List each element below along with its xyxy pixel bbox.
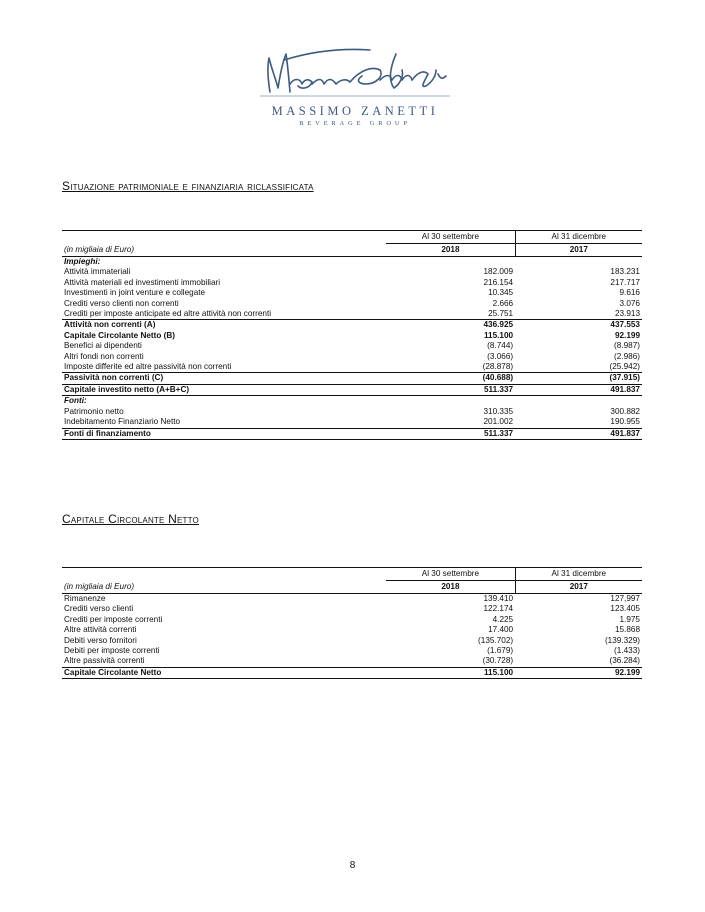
row-value-2017: 15.868 [614, 625, 640, 635]
table-row [62, 407, 642, 417]
page-number: 8 [349, 860, 356, 871]
row-value-2018: (8.744) [487, 341, 514, 351]
header-empty [62, 231, 386, 244]
table-row [62, 257, 642, 268]
row-value-2017: 190.955 [610, 417, 640, 427]
signature-graphic [250, 40, 460, 102]
row-label: Altre attività correnti [64, 625, 137, 635]
row-value-2018: (28.878) [482, 362, 514, 372]
row-value-2017: 9.616 [619, 288, 640, 298]
table-row [62, 396, 642, 407]
row-value-2018: (30.728) [482, 656, 514, 666]
table-row [62, 309, 642, 320]
row-label: Crediti verso clienti non correnti [64, 298, 179, 308]
row-value-2018: 122.174 [483, 604, 514, 614]
table-year-row [62, 581, 642, 594]
row-value-2017: (1.433) [614, 646, 640, 656]
row-label: Capitale Circolante Netto (B) [64, 330, 175, 340]
table-row-total [62, 384, 642, 395]
row-value-2017: (8.987) [614, 341, 640, 351]
row-label: Crediti verso clienti [64, 604, 134, 614]
row-value-2018: 182.009 [483, 267, 514, 277]
row-label: Fonti: [64, 396, 87, 406]
header-col1: Al 30 settembre [386, 568, 515, 581]
row-value-2018: (40.688) [386, 373, 515, 384]
balance-sheet-table [62, 230, 642, 440]
row-label: Capitale investito netto (A+B+C) [62, 384, 386, 395]
row-value-2018: 201.002 [483, 417, 514, 427]
row-value-2018: (3.066) [487, 351, 514, 361]
row-label: Rimanenze [64, 594, 106, 603]
unit-label: (in migliaia di Euro) [62, 581, 386, 594]
row-label: Investimenti in joint venture e collegate [64, 288, 206, 298]
table-row [62, 362, 642, 373]
table-row-subtotal [62, 373, 642, 384]
row-label: Crediti per imposte correnti [64, 614, 163, 624]
row-value-2017: 217.717 [610, 277, 640, 287]
year-col1: 2018 [386, 581, 515, 594]
row-value-2018: 17.400 [488, 625, 514, 635]
table-row [62, 594, 642, 605]
row-value-2017: 3.076 [619, 298, 640, 308]
table-row [62, 352, 642, 362]
row-label: Capitale Circolante Netto [62, 667, 386, 678]
row-label: Imposte differite ed altre passività non correnti [64, 362, 232, 372]
row-value-2017: 123.405 [610, 604, 640, 614]
row-value-2017: (36.284) [609, 656, 640, 666]
table-row [62, 656, 642, 667]
table-row [62, 267, 642, 277]
year-col2: 2017 [515, 581, 642, 594]
row-value-2017: 437.553 [515, 320, 642, 331]
row-label: Debiti verso fornitori [64, 635, 137, 645]
year-col1: 2018 [386, 244, 515, 257]
row-label: Attività non correnti (A) [62, 320, 386, 331]
brand-subtitle: BEVERAGE GROUP [299, 120, 411, 127]
table-row-total [62, 667, 642, 678]
unit-label: (in migliaia di Euro) [62, 244, 386, 257]
row-label: Impieghi: [64, 257, 101, 266]
brand-name: MASSIMO ZANETTI [271, 104, 439, 118]
row-value-2017: (25.942) [609, 362, 640, 372]
header-col2: Al 31 dicembre [515, 568, 642, 581]
row-value-2018: (135.702) [478, 635, 514, 645]
table-row [62, 625, 642, 635]
table-row [62, 278, 642, 288]
row-value-2018: 216.154 [483, 277, 514, 287]
header-col2: Al 31 dicembre [515, 231, 642, 244]
table-row [62, 646, 642, 656]
row-label: Passività non correnti (C) [62, 373, 386, 384]
table-year-row [62, 244, 642, 257]
header-col1: Al 30 settembre [386, 231, 515, 244]
row-value-2018: 25.751 [488, 309, 514, 319]
row-value-2018: 10.345 [488, 288, 514, 298]
row-label: Debiti per imposte correnti [64, 646, 160, 656]
row-value-2017: (2.986) [614, 351, 640, 361]
row-value-2017: 23.913 [614, 309, 640, 319]
brand-logo [250, 40, 460, 140]
table-row-subtotal [62, 320, 642, 331]
row-label: Altri fondi non correnti [64, 351, 144, 361]
table-row [62, 299, 642, 309]
row-value-2017: 92.199 [614, 330, 640, 340]
row-value-2018: 511.337 [386, 428, 515, 439]
row-value-2018: 436.925 [386, 320, 515, 331]
row-label: Attività immateriali [64, 267, 131, 277]
row-value-2017 [515, 257, 642, 268]
year-col2: 2017 [515, 244, 642, 257]
table-header-row [62, 568, 642, 581]
row-label: Benefici ai dipendenti [64, 341, 142, 351]
working-capital-table [62, 567, 642, 679]
table-header-row [62, 231, 642, 244]
section-title-balance-sheet: Situazione patrimoniale e finanziaria riclassificata [62, 179, 314, 193]
row-value-2017: 1.975 [619, 614, 640, 624]
header-empty [62, 568, 386, 581]
section-title-working-capital: Capitale Circolante Netto [62, 512, 199, 526]
row-value-2018: (1.679) [487, 646, 514, 656]
row-value-2018: 310.335 [483, 406, 514, 416]
row-value-2017: (37.915) [515, 373, 642, 384]
row-value-2018: 4.225 [492, 614, 514, 624]
row-value-2017 [515, 396, 642, 407]
row-label: Fonti di finanziamento [62, 428, 386, 439]
row-value-2017: 491.837 [515, 428, 642, 439]
table-row [62, 615, 642, 625]
row-value-2017: 491.837 [515, 384, 642, 395]
table-row [62, 604, 642, 614]
table-row [62, 288, 642, 298]
row-value-2018: 2.666 [492, 298, 514, 308]
row-value-2017: 183.231 [610, 267, 640, 277]
row-label: Indebitamento Finanziario Netto [64, 417, 181, 427]
table-row [62, 636, 642, 646]
row-value-2017: 127,997 [610, 594, 640, 603]
row-value-2018: 511.337 [386, 384, 515, 395]
row-value-2018: 115.100 [483, 330, 514, 340]
table-row-total [62, 428, 642, 439]
row-value-2018: 139.410 [483, 594, 514, 603]
table-row [62, 341, 642, 351]
table-row [62, 417, 642, 428]
row-value-2018 [386, 396, 515, 407]
row-label: Altre passività correnti [64, 656, 145, 666]
table-row-subtotal [62, 331, 642, 341]
row-value-2017: (139.329) [604, 635, 640, 645]
row-label: Patrimonio netto [64, 406, 124, 416]
row-value-2018 [386, 257, 515, 268]
row-value-2017: 92.199 [515, 667, 642, 678]
row-label: Attività materiali ed investimenti immobiliari [64, 277, 221, 287]
row-label: Crediti per imposte anticipate ed altre attività non correnti [64, 309, 272, 319]
row-value-2018: 115.100 [386, 667, 515, 678]
row-value-2017: 300.882 [610, 406, 640, 416]
